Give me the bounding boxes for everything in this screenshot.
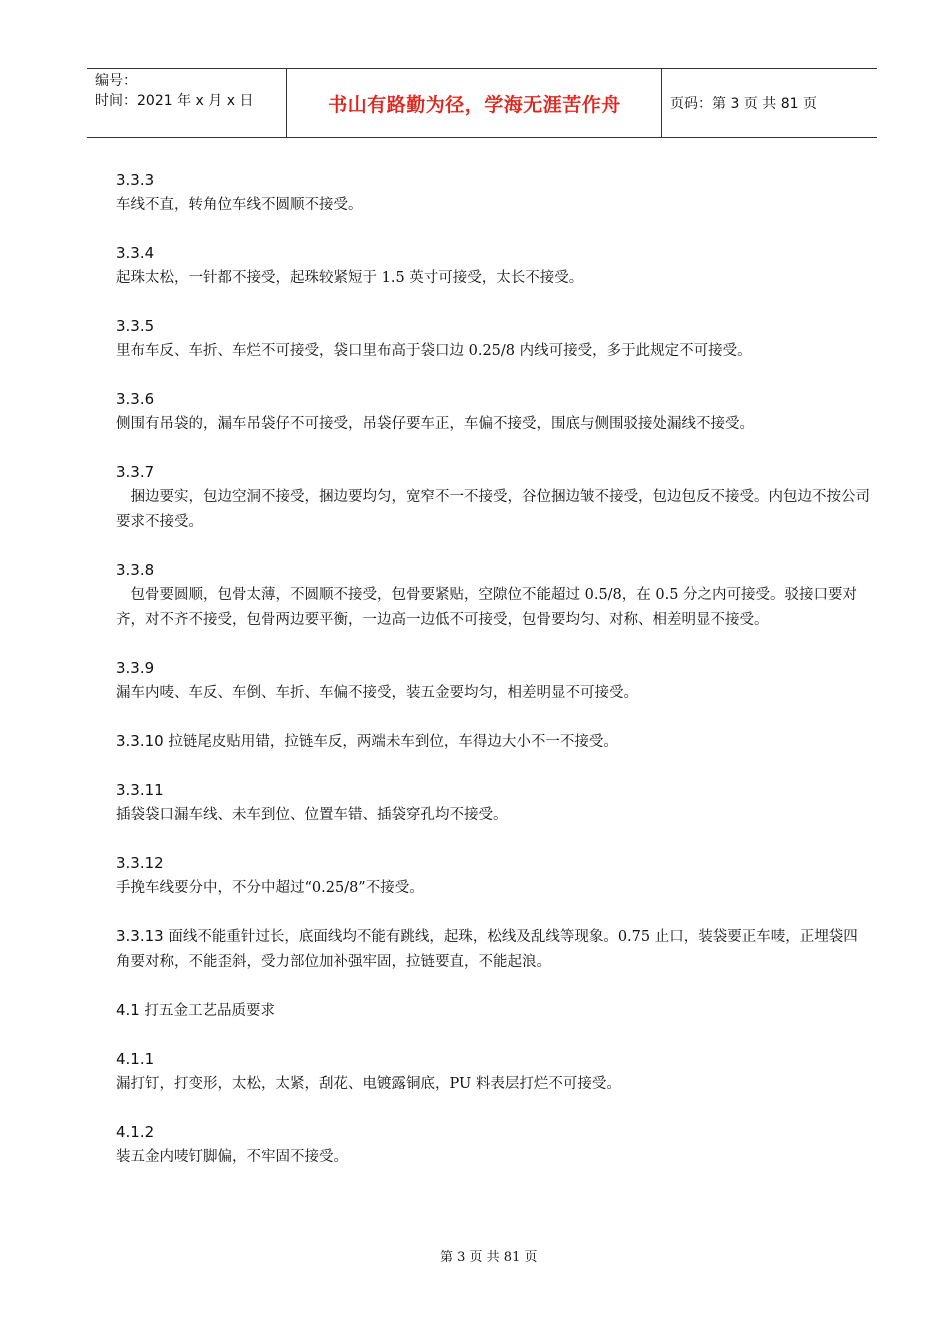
section-4-1-2 — [116, 1120, 872, 1170]
section-text: 包骨要圆顺，包骨太薄，不圆顺不接受，包骨要紧贴，空隙位不能超过 0.5/8，在 0.5 分之内可接受。驳接口要对齐，对不齐不接受，包骨两边要平衡，一边高一边低不可接受，包骨要均匀、对称、相差明显不接受。 — [116, 587, 858, 628]
code-label: 编号： — [95, 73, 137, 89]
section-3-3-5 — [116, 314, 872, 364]
section-text: 漏车内唛、车反、车倒、车折、车偏不接受，装五金要均匀，相差明显不可接受。 — [116, 685, 638, 701]
time-label: 时间：2021 年 x 月 x 日 — [95, 93, 254, 109]
header-motto-cell — [288, 69, 662, 137]
section-number: 3.3.8 — [116, 561, 155, 579]
section-number: 3.3.10 — [116, 732, 164, 750]
section-text: 插袋袋口漏车线、未车到位、位置车错、插袋穿孔均不接受。 — [116, 807, 508, 823]
section-3-3-7 — [116, 460, 872, 535]
section-3-3-11 — [116, 778, 872, 828]
header-meta — [87, 69, 287, 137]
section-number: 4.1.2 — [116, 1123, 155, 1141]
header-page-cell — [662, 69, 877, 137]
section-text: 侧围有吊袋的，漏车吊袋仔不可接受，吊袋仔要车正，车偏不接受，围底与侧围驳接处漏线不接受。 — [116, 416, 754, 432]
section-text: 拉链尾皮贴用错，拉链车反，两端未车到位，车得边大小不一不接受。 — [168, 734, 618, 750]
document-body — [116, 168, 872, 1193]
section-text: 里布车反、车折、车烂不可接受，袋口里布高于袋口边 0.25/8 内线可接受，多于此规定不可接受。 — [116, 343, 752, 359]
section-3-3-9 — [116, 656, 872, 706]
section-number: 3.3.9 — [116, 659, 155, 677]
section-3-3-12 — [116, 851, 872, 901]
page-label: 页码：第 3 页 共 81 页 — [670, 96, 817, 112]
section-number: 3.3.3 — [116, 171, 155, 189]
section-number: 4.1 — [116, 1001, 140, 1019]
page-footer: 第 3 页 共 81 页 — [440, 1250, 538, 1265]
motto: 书山有路勤为径，学海无涯苦作舟 — [328, 93, 621, 116]
section-3-3-8 — [116, 558, 872, 633]
section-text: 捆边要实，包边空洞不接受，捆边要均匀，宽窄不一不接受，谷位捆边皱不接受，包边包反不接受。内包边不按公司要求不接受。 — [116, 489, 870, 530]
section-3-3-6 — [116, 387, 872, 437]
section-4-1-1 — [116, 1047, 872, 1097]
section-3-3-4 — [116, 241, 872, 291]
section-text: 装五金内唛钉脚偏，不牢固不接受。 — [116, 1149, 348, 1165]
section-number: 3.3.5 — [116, 317, 155, 335]
section-text: 起珠太松，一针都不接受，起珠较紧短于 1.5 英寸可接受，太长不接受。 — [116, 270, 584, 286]
section-heading: 打五金工艺品质要求 — [144, 1003, 275, 1019]
section-number: 3.3.13 — [116, 927, 164, 945]
section-number: 3.3.7 — [116, 463, 155, 481]
section-3-3-13 — [116, 924, 872, 975]
section-text: 面线不能重针过长，底面线均不能有跳线，起珠，松线及乱线等现象。0.75 止口，装袋要正车唛，正埋袋四角要对称，不能歪斜，受力部位加补强牢固，拉链要直，不能起浪。 — [116, 929, 858, 970]
section-text: 车线不直，转角位车线不圆顺不接受。 — [116, 197, 363, 213]
section-number: 3.3.11 — [116, 781, 164, 799]
section-3-3-3 — [116, 168, 872, 218]
section-text: 手挽车线要分中，不分中超过“0.25/8”不接受。 — [116, 880, 424, 896]
section-number: 4.1.1 — [116, 1050, 155, 1068]
section-4-1 — [116, 998, 872, 1024]
section-number: 3.3.6 — [116, 390, 155, 408]
section-number: 3.3.12 — [116, 854, 164, 872]
section-number: 3.3.4 — [116, 244, 155, 262]
section-text: 漏打钉，打变形，太松，太紧，刮花、电镀露铜底，PU 料表层打烂不可接受。 — [116, 1076, 621, 1092]
section-3-3-10 — [116, 729, 872, 755]
page-header — [87, 68, 877, 138]
